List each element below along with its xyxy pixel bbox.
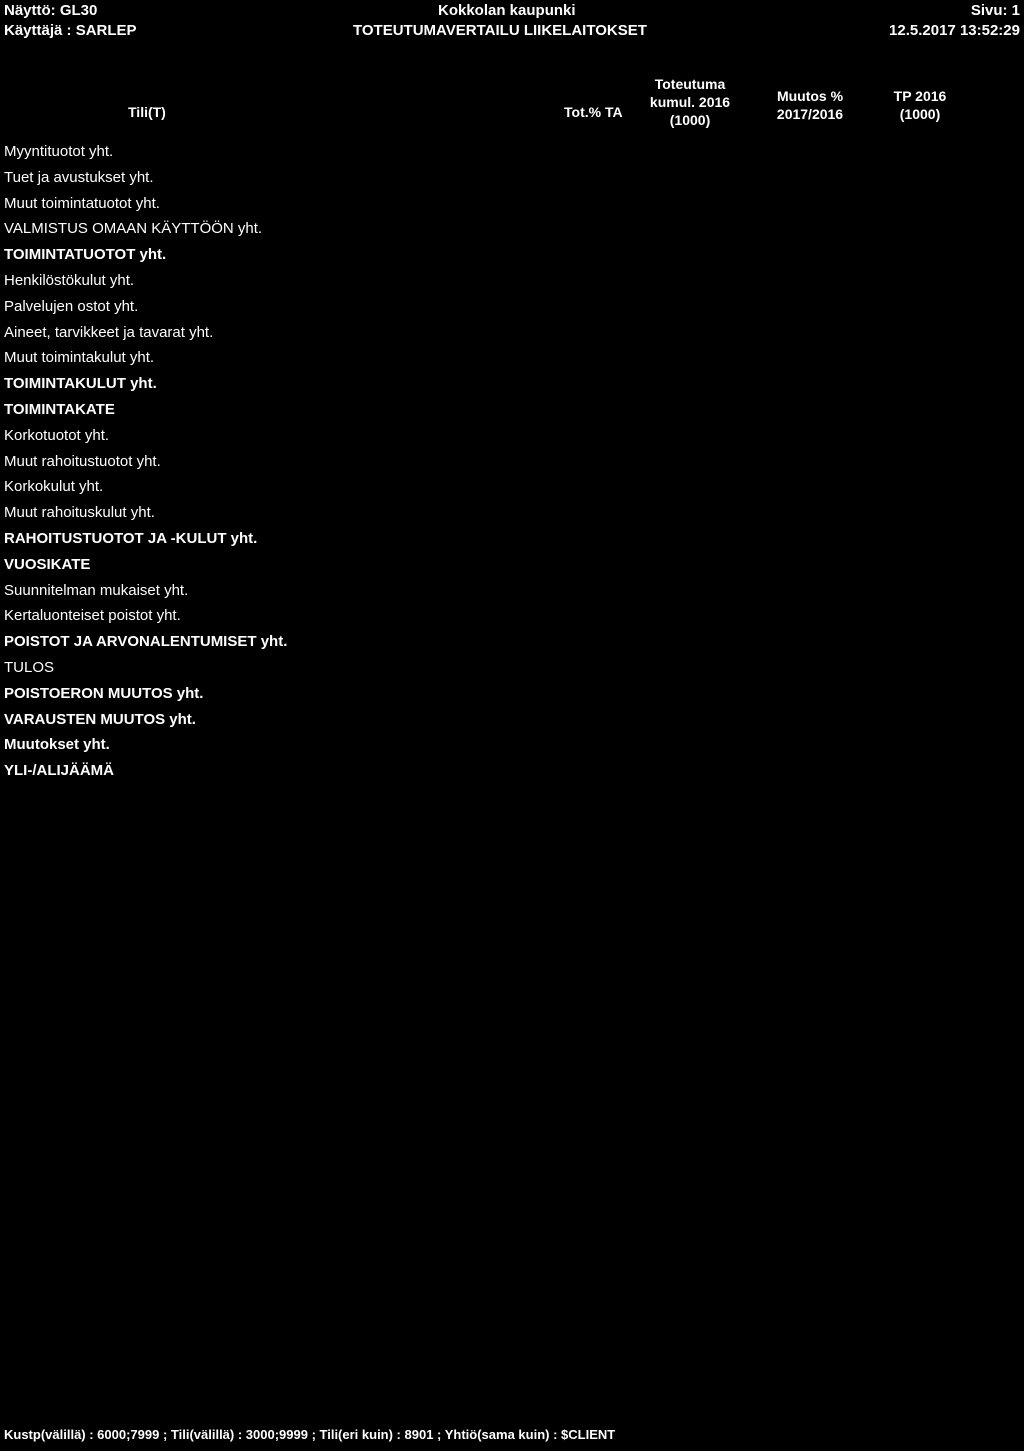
- report-datetime: 12.5.2017 13:52:29: [889, 22, 1020, 39]
- column-header-toteutuma-line2: kumul. 2016: [649, 94, 731, 110]
- column-header-tp-line1: TP 2016: [893, 88, 947, 104]
- organization-name: Kokkolan kaupunki: [438, 2, 576, 19]
- account-row-label: TOIMINTATUOTOT yht.: [4, 246, 167, 264]
- screen-id: Näyttö: GL30: [4, 2, 98, 19]
- account-row-label: Kertaluonteiset poistot yht.: [4, 607, 181, 625]
- account-row-label: TULOS: [4, 659, 55, 676]
- account-row-label: VALMISTUS OMAAN KÄYTTÖÖN yht.: [4, 220, 263, 238]
- column-header-toteutuma-line3: (1000): [669, 112, 711, 128]
- account-row-label: Myyntituotot yht.: [4, 143, 114, 160]
- column-header-toteutuma-line1: Toteutuma: [654, 76, 726, 92]
- account-row-label: Muut toimintatuotot yht.: [4, 194, 160, 212]
- column-header-tp: [870, 87, 970, 123]
- account-row-label: Tuet ja avustukset yht.: [4, 168, 154, 186]
- account-row-label: Suunnitelman mukaiset yht.: [4, 581, 189, 599]
- account-row-label: RAHOITUSTUOTOT JA -KULUT yht.: [4, 530, 258, 547]
- column-header-muutos-line2: 2017/2016: [776, 106, 844, 122]
- account-row-label: VUOSIKATE: [4, 555, 91, 573]
- account-row-label: Henkilöstökulut yht.: [4, 272, 135, 289]
- user-name: Käyttäjä : SARLEP: [4, 22, 137, 39]
- account-row-label: POISTOT JA ARVONALENTUMISET yht.: [4, 633, 288, 651]
- page-number: Sivu: 1: [970, 2, 1020, 19]
- account-row-label: TOIMINTAKULUT yht.: [4, 375, 157, 393]
- account-row-label: Korkotuotot yht.: [4, 426, 110, 444]
- account-row-label: Muut toimintakulut yht.: [4, 349, 155, 367]
- report-title: TOTEUTUMAVERTAILU LIIKELAITOKSET: [353, 22, 647, 39]
- report-filter-footer: Kustp(välillä) : 6000;7999 ; Tili(välillä) : 3000;9999 ; Tili(eri kuin) : 8901 ; Yhtiö(sama kuin) : $CLIENT: [4, 1427, 616, 1442]
- account-row-label: POISTOERON MUUTOS yht.: [4, 684, 204, 702]
- account-row-label: Palvelujen ostot yht.: [4, 297, 139, 315]
- account-row-label: YLI-/ALIJÄÄMÄ: [4, 762, 114, 780]
- column-header-tp-line2: (1000): [899, 106, 941, 122]
- account-row-label: VARAUSTEN MUUTOS yht.: [4, 710, 196, 728]
- account-row-label: Muut rahoituskulut yht.: [4, 504, 155, 522]
- column-header-toteutuma: [640, 75, 740, 129]
- account-row-label: Muutokset yht.: [4, 736, 110, 754]
- column-header-tot-pct: Tot.% TA: [564, 104, 623, 120]
- account-row-label: Aineet, tarvikkeet ja tavarat yht.: [4, 323, 214, 341]
- account-row-label: Korkokulut yht.: [4, 478, 104, 496]
- column-header-muutos: [760, 87, 860, 123]
- account-row-label: Muut rahoitustuotot yht.: [4, 452, 161, 470]
- column-header-muutos-line1: Muutos %: [776, 88, 844, 104]
- column-header-account: Tili(T): [128, 104, 166, 120]
- account-row-label: TOIMINTAKATE: [4, 401, 115, 418]
